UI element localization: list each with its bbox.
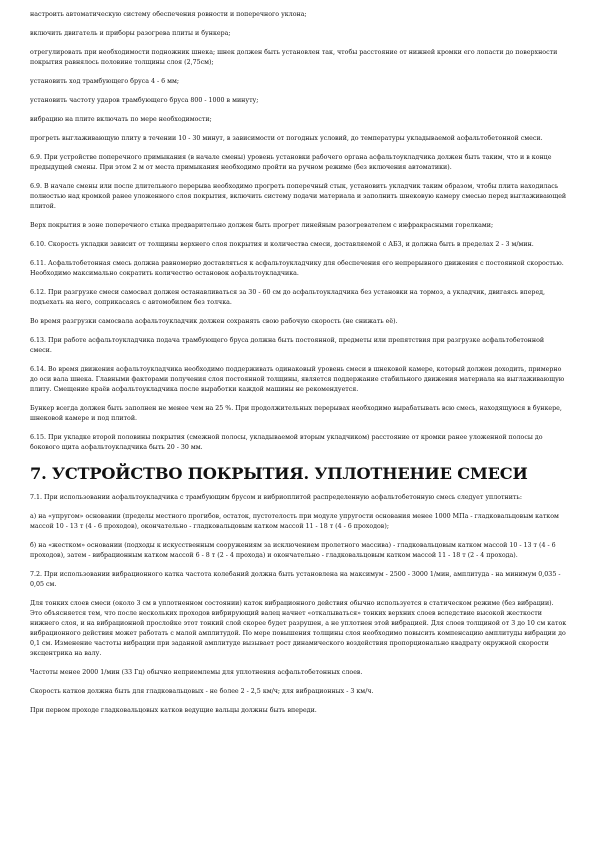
paragraph: При первом проходе гладковальцовых катков ведущие вальцы должны быть впереди. [30, 707, 317, 714]
paragraph: 6.9. При устройстве поперечного примыкания (в начале смены) уровень установки рабочего органа асфальтоукладчика должен быть таким, что и в конце предыдущей смены. При этом 2 м от места примыкания необходимо пройти на ручном режиме (без включения автоматики). [30, 154, 552, 171]
section-heading: 7. УСТРОЙСТВО ПОКРЫТИЯ. УПЛОТНЕНИЕ СМЕСИ [30, 464, 528, 483]
paragraph: 6.15. При укладке второй половины покрытия (смежной полосы, укладываемой вторым укладчиком) расстояние от кромки ранее уложенной полосы до бокового щита асфальтоукладчика быть 20 - 30 мм. [30, 434, 543, 451]
paragraph: установить ход трамбующего бруса 4 - 6 мм; [30, 78, 180, 85]
paragraph: включить двигатель и приборы разогрева плиты и бункера; [30, 30, 231, 37]
paragraphs-after [30, 493, 567, 716]
paragraphs-before [30, 10, 567, 453]
paragraph: вибрацию на плите включать по мере необходимости; [30, 116, 212, 123]
paragraph: установить частоту ударов трамбующего бруса 800 - 1000 в минуту; [30, 97, 259, 104]
paragraph: 6.12. При разгрузке смеси самосвал должен останавливаться за 30 - 60 см до асфальтоукладчика без установки на тормоз, а укладчик, двигаясь вперед, подъехать на него, соприкасаясь с автомобилем без толчка. [30, 289, 546, 306]
paragraph: б) на «жестком» основании (подходы к искусственным сооружениям за исключением пролетного массива) - гладковальцовым катком массой 10 - 13 т (4 - 6 проходов), затем - вибрационным катком массой 6 - 8 т (2 - 4 прохода) и окончательно - гладковальцовым катком массой 11 - 18 т (2 - 4 прохода). [30, 542, 556, 559]
paragraph: прогреть выглаживающую плиту в течении 10 - 30 минут, в зависимости от погодных условий, до температуры укладываемой асфальтобетонной смеси. [30, 135, 543, 142]
paragraph: 6.10. Скорость укладки зависит от толщины верхнего слоя покрытия и количества смеси, доставляемой с АБЗ, и должна быть в пределах 2 - 3 м/мин. [30, 241, 534, 248]
paragraph: Бункер всегда должен быть заполнен не менее чем на 25 %. При продолжительных перерывах необходимо вырабатывать всю смесь, находящуюся в бункере, шнековой камере и под плитой. [30, 405, 562, 422]
paragraph: 6.11. Асфальтобетонная смесь должна равномерно доставляться к асфальтоукладчику для обеспечения его непрерывного движения с постоянной скоростью. Необходимо максимально сократить количество остановок асфальтоукладчика. [30, 260, 564, 277]
paragraph: Для тонких слоев смеси (около 3 см в уплотненном состоянии) каток вибрационного действия обычно используется в статическом режиме (без вибрации). Это объясняется тем, что после нескольких проходов вибрирующий валец начнет «откалываться» тонких верхних слоев вследствие высокой жесткости нижнего слоя, и на вибрационной прослойке этот тонкий слой скорее будет разрушен, а не уплотнен этой вибрацией. Для слоев толщиной от 3 до 10 см каток вибрационного действия может работать с малой амплитудой. По мере повышения толщины слоя необходимо повысить компенсацию амплитуды вибрации до 0,1 см. Изменение частоты вибрации при заданной амплитуде вызывает рост динамического воздействия пропорционально квадрату окружной скорости эксцентрика на валу. [30, 600, 567, 657]
paragraph: 6.13. При работе асфальтоукладчика подача трамбующего бруса должна быть постоянной, предметы или препятствия при разгрузке асфальтобетонной смеси. [30, 337, 545, 354]
paragraph: Частоты менее 2000 1/мин (33 Гц) обычно неприемлемы для уплотнения асфальтобетонных слоев. [30, 669, 363, 676]
paragraph: настроить автоматическую систему обеспечения ровности и поперечного уклона; [30, 11, 307, 18]
paragraph: 7.2. При использовании вибрационного катка частота колебаний должна быть установлена на максимум - 2500 - 3000 1/мин, амплитуда - на минимум 0,035 - 0,05 см. [30, 571, 561, 588]
paragraph: Верх покрытия в зоне поперечного стыка предварительно должен быть прогрет линейным разогревателем с инфракрасными горелками; [30, 222, 494, 229]
paragraph: Во время разгрузки самосвала асфальтоукладчик должен сохранять свою рабочую скорость (не снижать её). [30, 318, 398, 325]
paragraph: отрегулировать при необходимости подножник шнека; шнек должен быть установлен так, чтобы расстояние от нижней кромки его лопасти до поверхности покрытия равнялось половине толщины слоя (2,75см); [30, 49, 558, 66]
paragraph: Скорость катков должна быть для гладковальцовых - не более 2 - 2,5 км/ч; для вибрационных - 3 км/ч. [30, 688, 374, 695]
paragraph: 6.9. В начале смены или после длительного перерыва необходимо прогреть поперечный стык, установить укладчик таким образом, чтобы плита находилась полностью над кромкой ранее уложенного слоя покрытия, включить систему подачи материала и заполнить шнековую камеру смесью перед выглаживающей плитой. [30, 183, 567, 210]
paragraph: 6.14. Во время движения асфальтоукладчика необходимо поддерживать одинаковый уровень смеси в шнековой камере, который должен доходить, примерно до оси вала шнека. Главными факторами получения слоя постоянной толщины, является поддержание стабильного движения материала на выглаживающую плиту. Смещение краёв асфальтоукладчика после выработки каждой машины не рекомендуется. [30, 366, 565, 393]
paragraph: 7.1. При использовании асфальтоукладчика с трамбующим брусом и вибриоплитой распределенную асфальтобетонную смесь следует уплотнить: [30, 494, 522, 501]
paragraph: а) на «упругом» основании (пределы местного прогибов, остаток, пустотелость при модуле упругости основания менее 1000 МПа - гладковальцовым катком массой 10 - 13 т (4 - 6 проходов), окончательно - гладковальцовым катком массой 11 - 18 т (4 - 6 проходов); [30, 513, 559, 530]
